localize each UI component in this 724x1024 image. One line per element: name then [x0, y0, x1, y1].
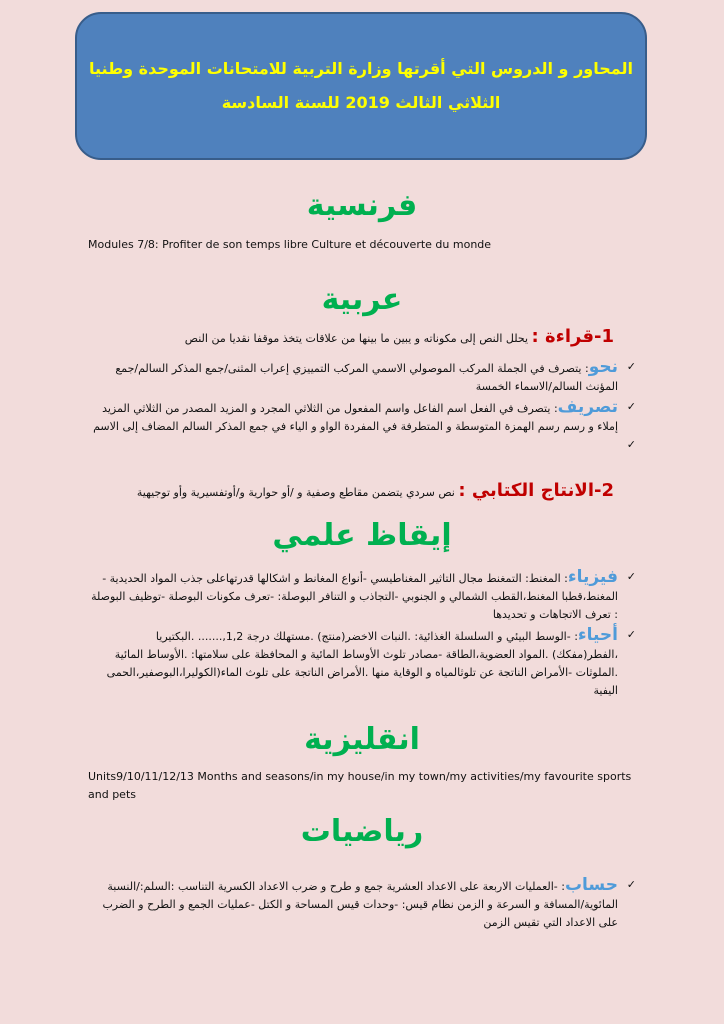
writing-line [88, 482, 614, 502]
reading-label: 1-قراءة : [531, 326, 614, 347]
writing-text: نص سردي يتضمن مقاطع وصفية و /أو حوارية و/أوتفسيرية وأو توجيهية [136, 486, 455, 499]
list-item [88, 876, 636, 932]
reading-line [88, 328, 614, 348]
list-item [88, 626, 636, 700]
list-item [88, 568, 636, 624]
reading-text: يحلل النص إلى مكوناته و يبين ما بينها من علاقات يتخذ موقفا نقديا من النص [184, 332, 529, 345]
item-text: : يتصرف في الفعل اسم الفاعل واسم المفعول من الثلاثي المجرد و المزيد المصدر من الثلاثي المزيد إملاء و رسم رسم الهمزة المتوسطة و المتطرفة في المفردة الواو و الياء في جمع المذكر السالم المضاف إلى الاسم [93, 402, 618, 433]
item-text: : المغنط: التمغنط مجال التاثير المغناطيسي -أنواع المغانط و اشكالها قدرتهاعلى جذب المواد الحديدية - المغنط،قطبا المغنط،القطب الشمالي و الجنوبي -التجاذب و التنافر البوصلة: -تعرف مكونات البوصلة -توظيف البوصلة : تعرف الاتجاهات و تحديدها [91, 572, 618, 621]
banner-line-2: الثلاثي الثالث 2019 للسنة السادسة [221, 93, 501, 112]
english-text: Units9/10/11/12/13 Months and seasons/in my house/in my town/my activities/my favourite sports and pets [88, 770, 632, 801]
writing-label: 2-الانتاج الكتابي : [458, 480, 614, 501]
science-items [88, 568, 636, 700]
english-heading: انقليزية [304, 722, 420, 757]
item-text: : -الوسط البيئي و السلسلة الغذائية: .النبات الاخضر(منتج) .مستهلك درجة 1,2,....... .البكتيريا ،الفطر(مفكك) .المواد العضوية،الطاقة -مصادر تلوث الأوساط المائية و المحافظة على سلامتها: .الأوساط المائية .الملوثات -الأمراض الناتجة عن تلوثالمياه و الوقاية منها .الأمراض الناتجة على تلوث الماء(الكوليرا،البوصفير،الحمى اليفية [106, 630, 618, 697]
check-icon: ✓ [626, 570, 636, 583]
item-label: أحياء [577, 625, 618, 645]
check-icon: ✓ [626, 400, 636, 413]
french-text: Modules 7/8: Profiter de son temps libre Culture et découverte du monde [88, 238, 492, 251]
french-heading: فرنسية [306, 188, 418, 223]
science-heading: إيقاظ علمي [272, 518, 452, 553]
check-icon: ✓ [626, 438, 636, 451]
item-label: تصريف [557, 397, 618, 417]
item-label: فيزياء [567, 567, 618, 587]
check-icon: ✓ [626, 360, 636, 373]
list-item [88, 358, 636, 396]
item-text: : يتصرف في الجملة المركب الموصولي الاسمي المركب التمييزي إعراب المثنى/جمع المذكر السالم/جمع المؤنث السالم/الاسماء الخمسة [115, 362, 618, 393]
math-heading: رياضيات [300, 814, 424, 849]
item-text: : -العمليات الاربعة على الاعداد العشرية جمع و طرح و ضرب الاعداد الكسرية التناسب :السلم:/النسبة المائوية/المسافة و السرعة و الزمن نظام قيس: -وحدات قيس المساحة و الكتل -عمليات الجمع و الطرح و الضرب على الاعداد التي تقيس الزمن [102, 880, 618, 929]
check-icon: ✓ [626, 878, 636, 891]
arabic-items [88, 358, 636, 454]
item-label: حساب [564, 875, 618, 895]
check-icon: ✓ [626, 628, 636, 641]
math-items [88, 876, 636, 932]
item-label: نحو [588, 357, 618, 377]
banner-line-1: المحاور و الدروس التي أقرتها وزارة التربية للامتحانات الموحدة وطنيا [89, 59, 633, 78]
title-banner [75, 12, 647, 160]
list-item [88, 398, 636, 436]
list-item [88, 436, 636, 454]
arabic-heading: عربية [321, 282, 403, 317]
